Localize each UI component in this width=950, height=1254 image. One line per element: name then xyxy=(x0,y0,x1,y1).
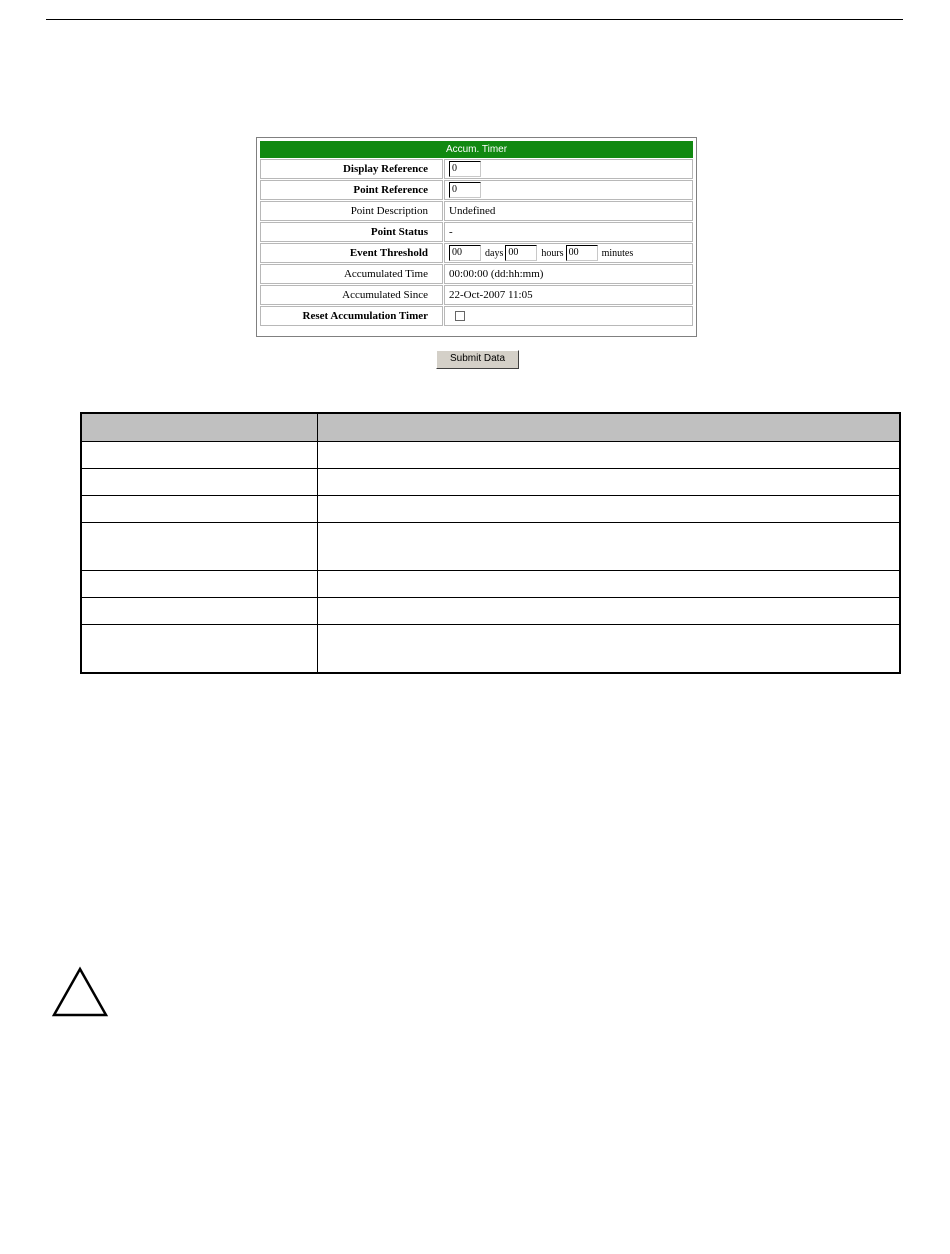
form-row-event-threshold xyxy=(260,243,693,263)
table-row xyxy=(81,496,900,523)
table-row xyxy=(81,598,900,625)
days-unit-label: days xyxy=(485,247,504,259)
form-row-accumulated-since xyxy=(260,285,693,305)
form-row-display-reference xyxy=(260,159,693,179)
table-row xyxy=(81,523,900,571)
accumulated-time-label: Accumulated Time xyxy=(260,264,443,284)
description-table-header xyxy=(81,413,900,442)
accumulated-since-value: 22-Oct-2007 11:05 xyxy=(444,285,693,305)
table-row xyxy=(81,469,900,496)
form-row-point-description xyxy=(260,201,693,221)
point-description-value: Undefined xyxy=(444,201,693,221)
hours-unit-label: hours xyxy=(541,247,564,259)
accumulated-since-label: Accumulated Since xyxy=(260,285,443,305)
form-row-accumulated-time xyxy=(260,264,693,284)
form-title: Accum. Timer xyxy=(260,141,693,158)
event-threshold-fields xyxy=(444,243,693,263)
header-rule xyxy=(46,19,903,20)
point-description-label: Point Description xyxy=(260,201,443,221)
display-reference-input[interactable]: 0 xyxy=(449,161,481,177)
point-reference-input[interactable]: 0 xyxy=(449,182,481,198)
form-row-reset-timer xyxy=(260,306,693,326)
display-reference-label: Display Reference xyxy=(260,159,443,179)
threshold-hours-input[interactable]: 00 xyxy=(505,245,537,261)
reset-timer-checkbox[interactable] xyxy=(455,311,465,321)
point-reference-label: Point Reference xyxy=(260,180,443,200)
accumulated-time-value: 00:00:00 (dd:hh:mm) xyxy=(444,264,693,284)
table-row xyxy=(81,625,900,674)
threshold-days-input[interactable]: 00 xyxy=(449,245,481,261)
event-threshold-label: Event Threshold xyxy=(260,243,443,263)
form-header-row xyxy=(260,141,693,158)
accum-timer-form xyxy=(256,137,697,337)
form-row-point-status xyxy=(260,222,693,242)
form-row-point-reference xyxy=(260,180,693,200)
minutes-unit-label: minutes xyxy=(601,247,634,259)
reset-timer-label: Reset Accumulation Timer xyxy=(260,306,443,326)
threshold-minutes-input[interactable]: 00 xyxy=(566,245,598,261)
point-status-label: Point Status xyxy=(260,222,443,242)
table-row xyxy=(81,442,900,469)
table-row xyxy=(81,571,900,598)
point-status-value: - xyxy=(444,222,693,242)
submit-data-button[interactable]: Submit Data xyxy=(436,350,519,369)
description-table xyxy=(80,412,901,674)
accum-timer-table xyxy=(259,140,694,327)
warning-triangle-icon xyxy=(51,966,109,1018)
